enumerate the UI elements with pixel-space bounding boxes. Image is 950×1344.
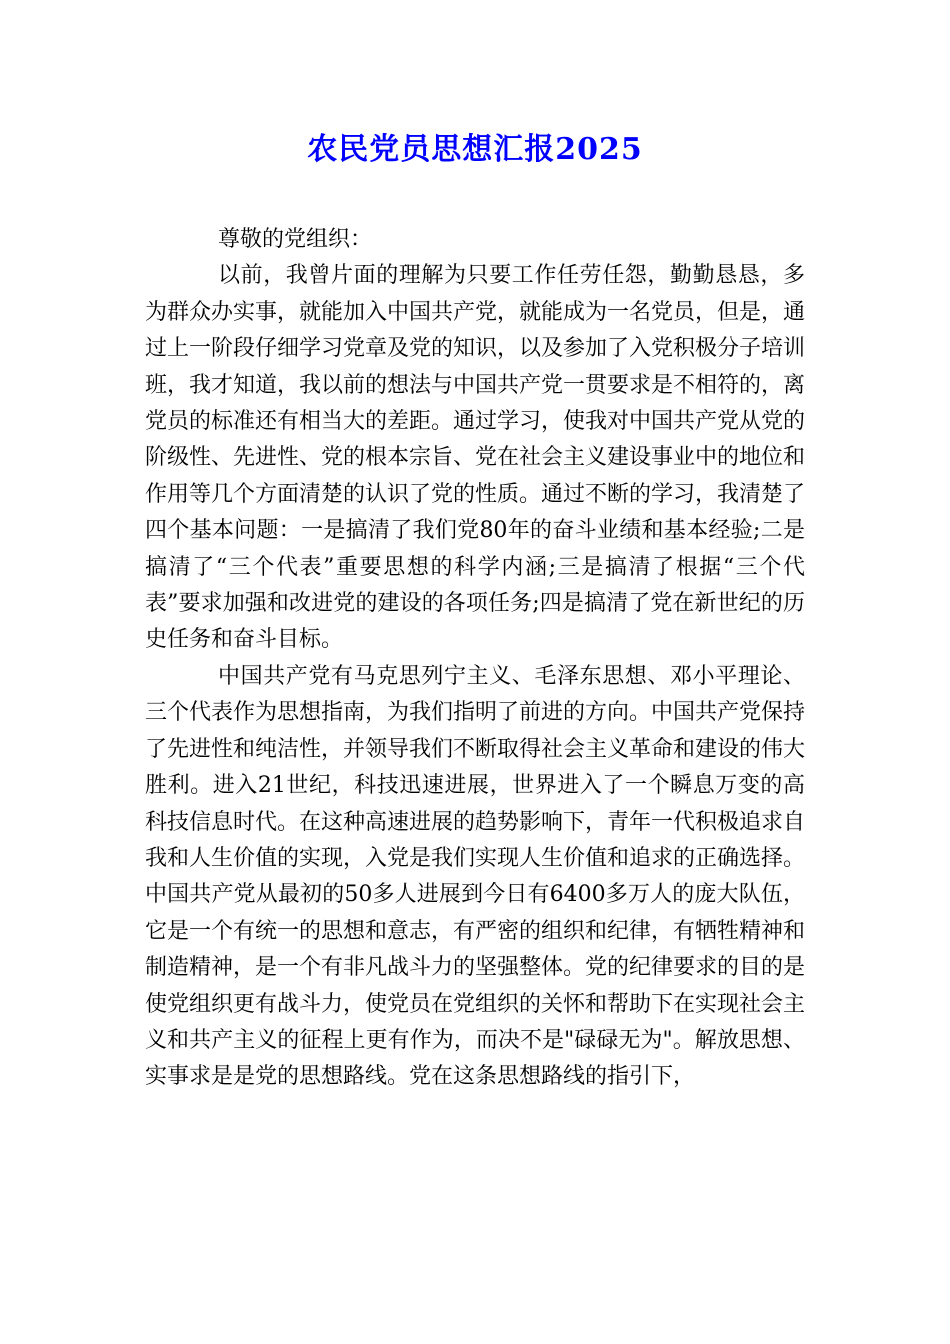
salutation: 尊敬的党组织： [218, 227, 373, 252]
document-body [145, 222, 805, 1096]
paragraph-1: 以前，我曾片面的理解为只要工作任劳任怨，勤勤恳恳，多为群众办实事，就能加入中国共产党，就能成为一名党员，但是，通过上一阶段仔细学习党章及党的知识，以及参加了入党积极分子培训班，我才知道，我以前的想法与中国共产党一贯要求是不相符的，离党员的标准还有相当大的差距。通过学习，使我对中国共产党从党的阶级性、先进性、党的根本宗旨、党在社会主义建设事业中的地位和作用等几个方面清楚的认识了党的性质。通过不断的学习，我清楚了四个基本问题：一是搞清了我们党80年的奋斗业绩和基本经验;二是搞清了“三个代表”重要思想的科学内涵;三是搞清了根据“三个代表”要求加强和改进党的建设的各项任务;四是搞清了党在新世纪的历史任务和奋斗目标。 [145, 263, 806, 653]
paragraph-2: 中国共产党有马克思列宁主义、毛泽东思想、邓小平理论、三个代表作为思想指南，为我们指明了前进的方向。中国共产党保持了先进性和纯洁性，并领导我们不断取得社会主义革命和建设的伟大胜利。进入21世纪，科技迅速进展，世界进入了一个瞬息万变的高科技信息时代。在这种高速进展的趋势影响下，青年一代积极追求自我和人生价值的实现，入党是我们实现人生价值和追求的正确选择。中国共产党从最初的50多人进展到今日有6400多万人的庞大队伍，它是一个有统一的思想和意志，有严密的组织和纪律，有牺牲精神和制造精神，是一个有非凡战斗力的坚强整体。党的纪律要求的目的是使党组织更有战斗力，使党员在党组织的关怀和帮助下在实现社会主义和共产主义的征程上更有作为，而决不是"碌碌无为"。解放思想、实事求是是党的思想路线。党在这条思想路线的指引下， [145, 663, 806, 1090]
document-title: 农民党员思想汇报2025 [307, 132, 643, 167]
